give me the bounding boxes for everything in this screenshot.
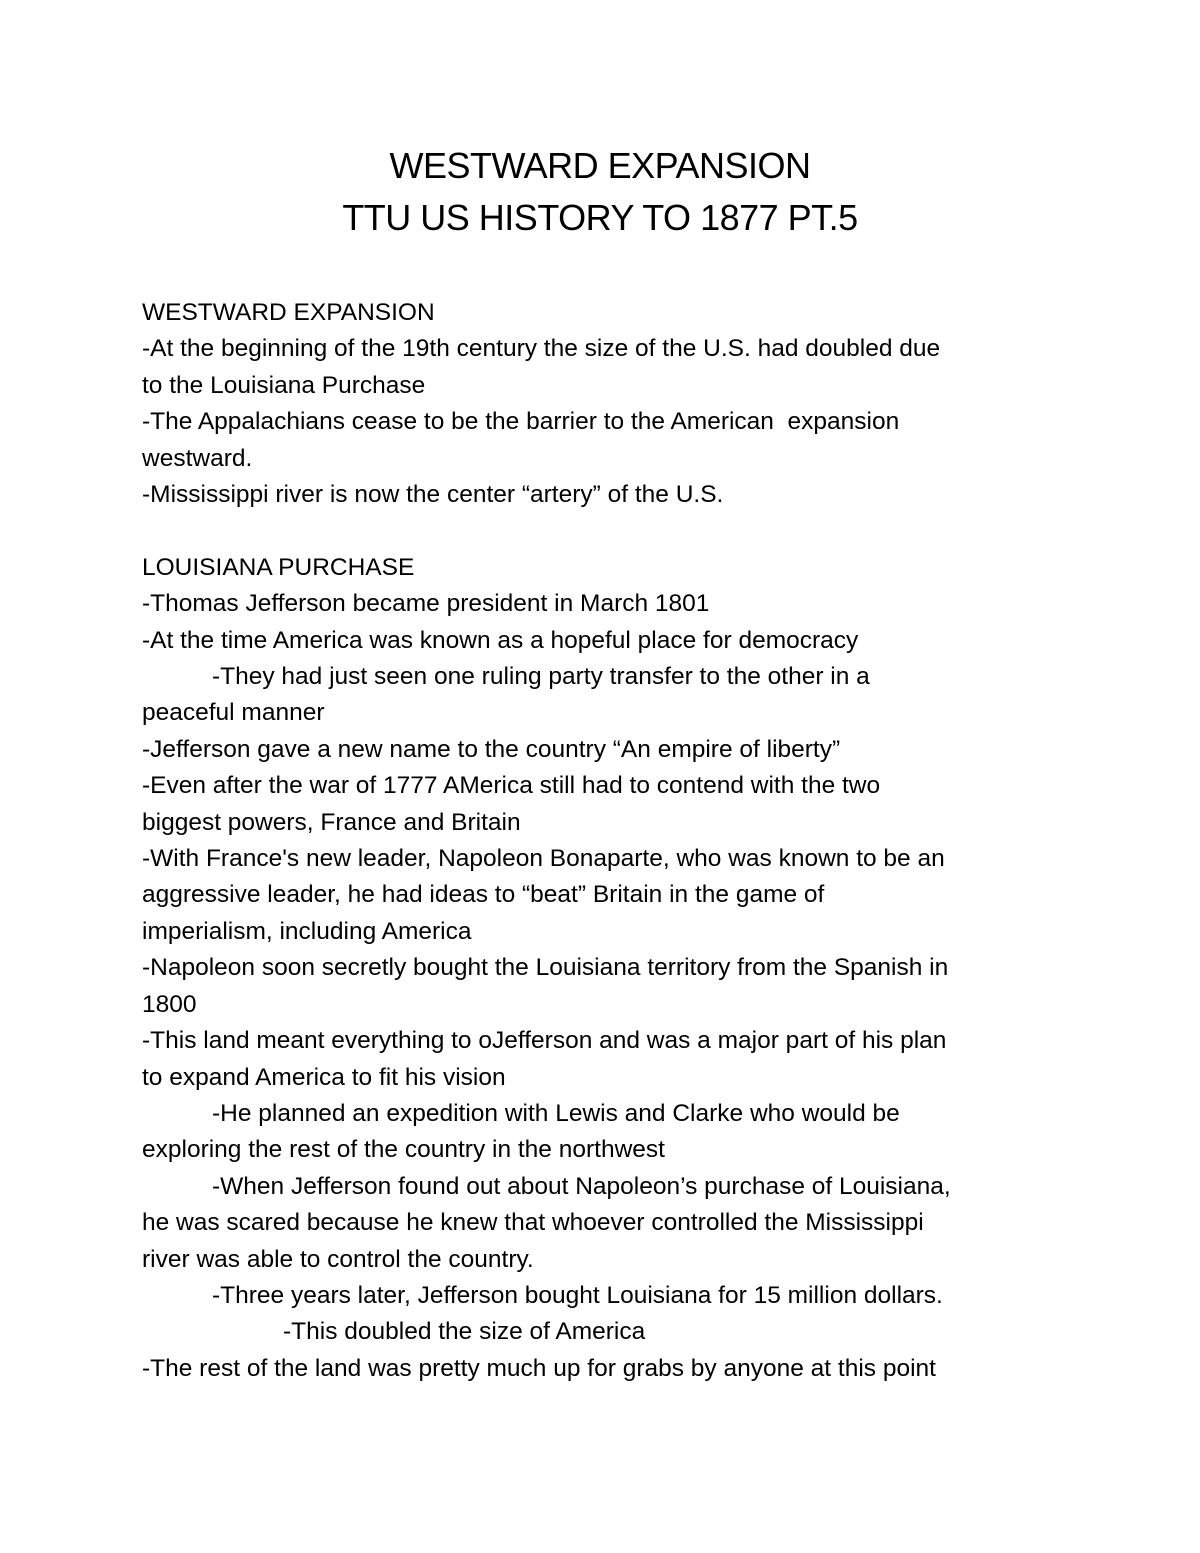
text-line: river was able to control the country. xyxy=(142,1245,534,1273)
text-line: -Thomas Jefferson became president in March 1801 xyxy=(142,590,710,618)
document-header xyxy=(0,140,1200,244)
text-line: -He planned an expedition with Lewis and Clarke who would be xyxy=(212,1099,900,1127)
text-line: -Napoleon soon secretly bought the Louisiana territory from the Spanish in xyxy=(142,954,949,982)
text-line: -With France's new leader, Napoleon Bonaparte, who was known to be an xyxy=(142,845,945,873)
section-heading: WESTWARD EXPANSION xyxy=(142,299,435,326)
text-line: westward. xyxy=(142,444,253,472)
document-body xyxy=(142,295,1062,1387)
text-line: exploring the rest of the country in the northwest xyxy=(142,1136,665,1164)
text-line: aggressive leader, he had ideas to “beat” Britain in the game of xyxy=(142,881,825,909)
document-title: WESTWARD EXPANSION xyxy=(389,145,811,186)
text-line: -At the time America was known as a hopeful place for democracy xyxy=(142,626,859,654)
text-line: -Even after the war of 1777 AMerica still had to contend with the two xyxy=(142,772,881,800)
text-line: -This doubled the size of America xyxy=(283,1318,646,1346)
text-line: -The Appalachians cease to be the barrier to the American expansion xyxy=(142,408,900,436)
text-line: -Three years later, Jefferson bought Louisiana for 15 million dollars. xyxy=(212,1281,943,1309)
text-line: peaceful manner xyxy=(142,699,325,727)
text-line: -The rest of the land was pretty much up for grabs by anyone at this point xyxy=(142,1354,936,1382)
section xyxy=(142,295,1062,513)
text-line: -Jefferson gave a new name to the country “An empire of liberty” xyxy=(142,735,841,763)
text-line: -Mississippi river is now the center “artery” of the U.S. xyxy=(142,481,724,509)
text-line: 1800 xyxy=(142,990,197,1018)
text-line: -At the beginning of the 19th century the size of the U.S. had doubled due xyxy=(142,335,941,363)
text-line: biggest powers, France and Britain xyxy=(142,808,521,836)
section-heading: LOUISIANA PURCHASE xyxy=(142,553,415,581)
text-line: -When Jefferson found out about Napoleon’s purchase of Louisiana, xyxy=(212,1172,951,1200)
text-line: -They had just seen one ruling party transfer to the other in a xyxy=(212,663,870,691)
section xyxy=(142,550,1062,1387)
text-line: to the Louisiana Purchase xyxy=(142,371,426,399)
text-line: to expand America to fit his vision xyxy=(142,1063,506,1091)
text-line: imperialism, including America xyxy=(142,917,472,945)
text-line: -This land meant everything to oJefferson and was a major part of his plan xyxy=(142,1027,947,1055)
document-subtitle: TTU US HISTORY TO 1877 PT.5 xyxy=(342,197,858,238)
text-line: he was scared because he knew that whoever controlled the Mississippi xyxy=(142,1209,924,1237)
